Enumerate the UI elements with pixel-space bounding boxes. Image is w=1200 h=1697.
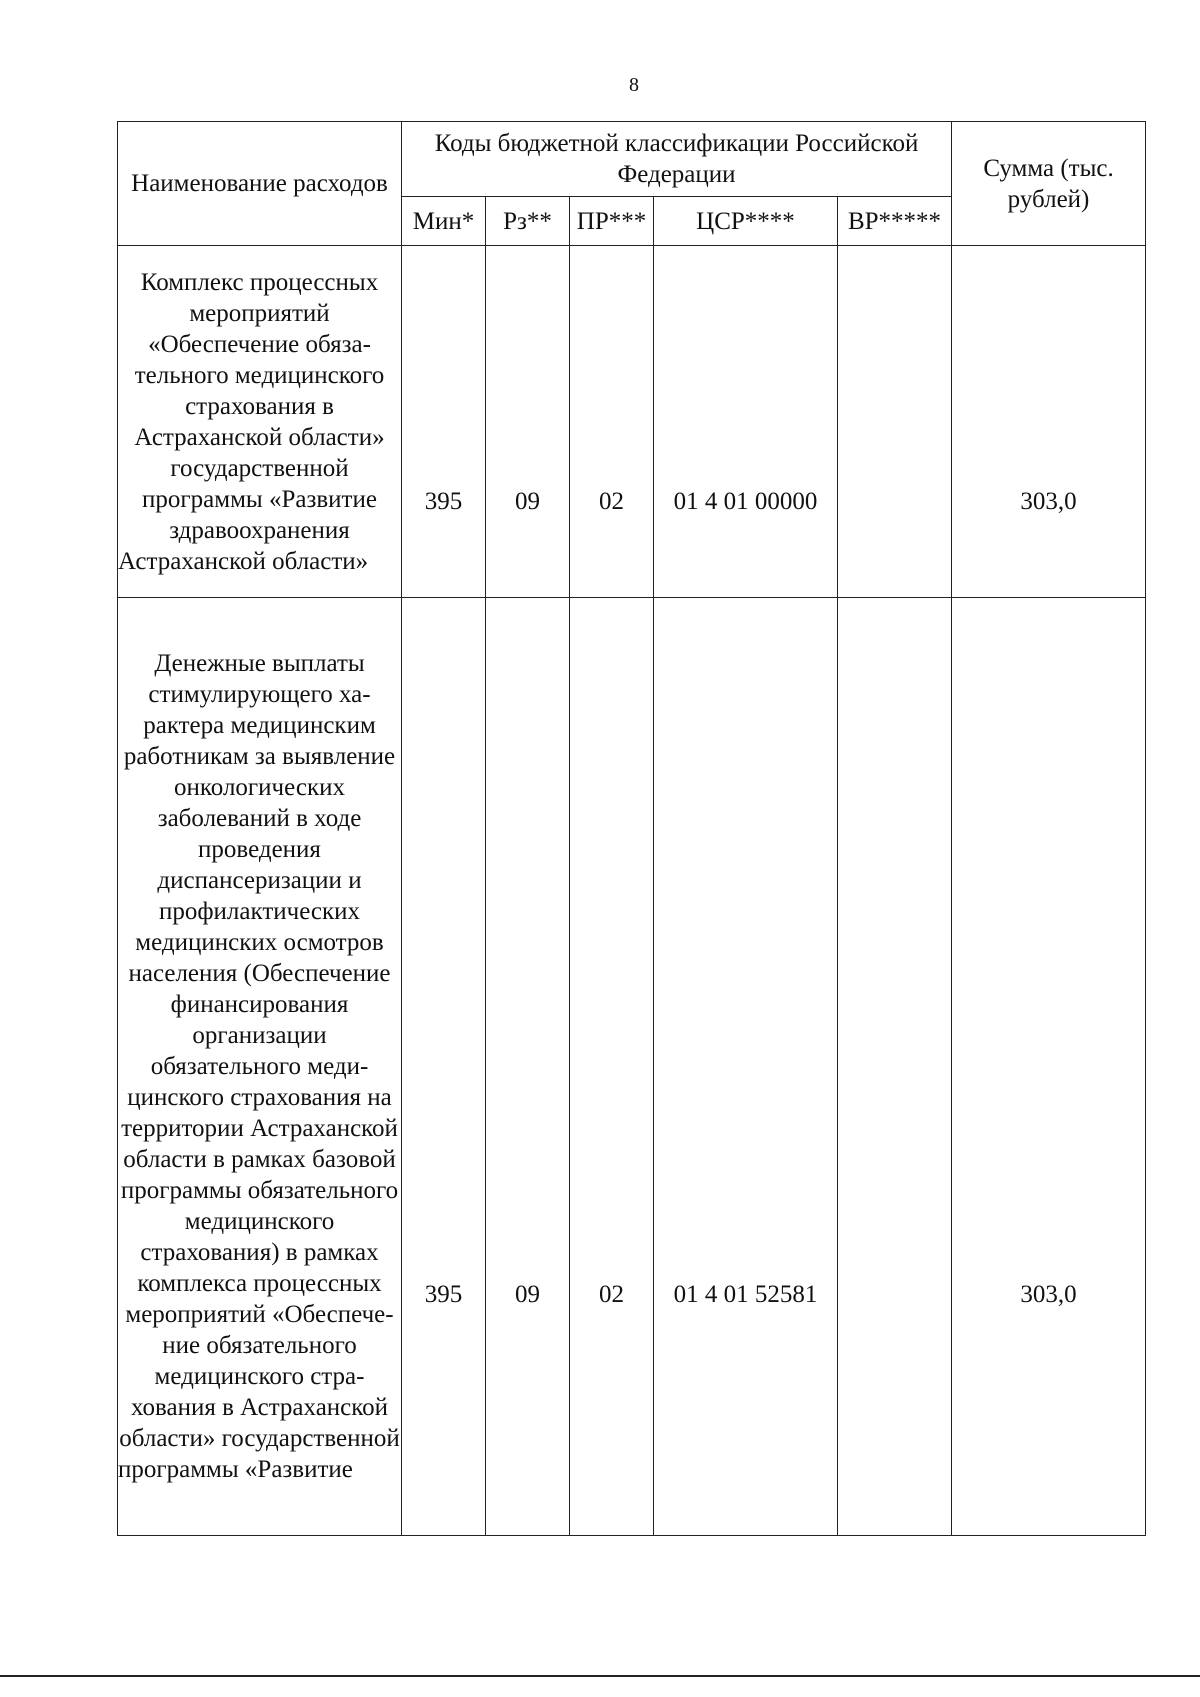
page-number: 8 (629, 74, 639, 96)
table-row (118, 598, 1146, 1536)
bottom-rule (0, 1675, 1200, 1677)
row-csr: 01 4 01 52581 (673, 1281, 818, 1308)
row-csr-cell (654, 598, 838, 1536)
header-pr: ПР*** (570, 197, 654, 246)
row-name: Комплекс процессных мероприятий «Обеспечение обязательного медицинского страхования в Астраханской области» государственной программы «Развитие здравоохранения Астраханской области» (118, 246, 402, 598)
row-vr-cell (838, 246, 952, 598)
header-sum-cell (952, 122, 1146, 246)
header-codes-group: Коды бюджетной классификации Российской Федерации (434, 130, 919, 188)
table-row (118, 246, 1146, 598)
header-rz: Рз** (486, 197, 570, 246)
row-pr: 02 (599, 1281, 624, 1308)
row-pr: 02 (599, 488, 624, 515)
row-vr-cell (838, 598, 952, 1536)
row-rz-cell (486, 246, 570, 598)
row-name: Денежные выплаты стимулирующего характера медицинским работникам за выявление онкологических заболеваний в ходе проведения диспансеризации и профилактических медицинских осмотров населения (Обеспечение финансирования организации обязательного медицинского страхования на территории Астраханской области в рамках базовой программы обязательного медицинского страхования) в рамках комплекса процессных мероприятий «Обеспечение обязательного медицинского страхования в Астраханской области» государственной программы «Развитие (118, 598, 402, 1536)
header-csr: ЦСР**** (654, 197, 838, 246)
row-min-cell (402, 246, 486, 598)
header-name: Наименование расходов (131, 170, 388, 197)
row-sum-cell (952, 246, 1146, 598)
header-min: Мин* (402, 197, 486, 246)
row-vr (838, 342, 951, 502)
row-vr (838, 839, 951, 1295)
header-sum: Сумма (тыс. рублей) (983, 154, 1114, 213)
row-min: 395 (424, 488, 463, 515)
header-name-cell (118, 122, 402, 246)
row-csr: 01 4 01 00000 (673, 488, 818, 515)
row-rz: 09 (515, 1281, 540, 1308)
row-sum: 303,0 (1020, 1281, 1077, 1308)
row-rz-cell (486, 598, 570, 1536)
header-codes-cell (402, 122, 952, 197)
budget-classification-table (117, 121, 1146, 1536)
row-min-cell (402, 598, 486, 1536)
row-pr-cell (570, 598, 654, 1536)
row-pr-cell (570, 246, 654, 598)
row-csr-cell (654, 246, 838, 598)
row-sum: 303,0 (1020, 488, 1077, 515)
row-rz: 09 (515, 488, 540, 515)
header-vr: ВР***** (838, 197, 952, 246)
row-min: 395 (424, 1281, 463, 1308)
row-sum-cell (952, 598, 1146, 1536)
